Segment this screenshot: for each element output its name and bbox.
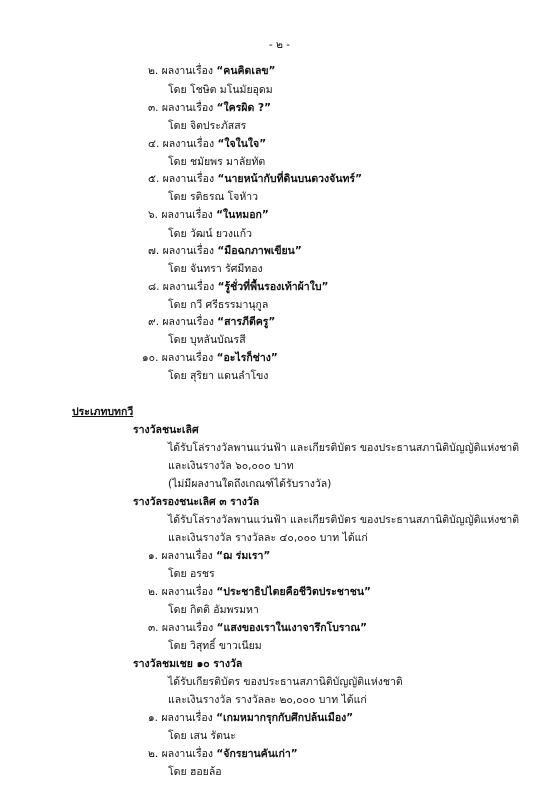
- list-item: ๓. ผลงานเรื่อง “แสงของเราในเงาจารึกโบราณ”: [148, 622, 368, 634]
- author-line: โดย อรชร: [168, 568, 215, 580]
- list-item: ๑. ผลงานเรื่อง “เกมหมากรุกกับศึกปล้นเมือง”: [148, 712, 354, 724]
- list-item: ๕. ผลงานเรื่อง “นายหน้ากับที่ดินบนดวงจันทร์”: [148, 173, 362, 185]
- author-line: โดย ชมัยพร มาลัยทัต: [168, 156, 266, 168]
- award-description: ได้รับเกียรติบัตร ของประธานสภานิติบัญญัติแห่งชาติ: [168, 676, 403, 688]
- author-line: โดย ฮอยล้อ: [168, 766, 222, 778]
- author-line: โดย บุหลันบัณรสี: [168, 334, 246, 346]
- list-item: ๑๐. ผลงานเรื่อง “อะไรก็ช่าง”: [142, 352, 278, 364]
- award-description: ได้รับโล่รางวัลพานแว่นฟ้า และเกียรติบัตร ของประธานสภานิติบัญญัติแห่งชาติ: [168, 514, 520, 526]
- list-item: ๑. ผลงานเรื่อง “ฌ ร่มเรา”: [148, 550, 271, 562]
- list-item: ๖. ผลงานเรื่อง “ในหมอก”: [148, 209, 269, 221]
- list-item: ๒. ผลงานเรื่อง “จักรยานคันเก่า”: [148, 748, 298, 760]
- author-line: โดย สุริยา แดนลำโขง: [168, 370, 269, 382]
- award-prize: และเงินรางวัล รางวัลละ ๒๐,๐๐๐ บาท ได้แก่: [168, 694, 367, 706]
- list-item: ๙. ผลงานเรื่อง “สารภีตีครู”: [148, 316, 276, 328]
- author-line: โดย จิตประภัสสร: [168, 120, 247, 132]
- award-prize: และเงินรางวัล ๖๐,๐๐๐ บาท: [168, 460, 294, 472]
- award-description: ได้รับโล่รางวัลพานแว่นฟ้า และเกียรติบัตร ของประธานสภานิติบัญญัติแห่งชาติ: [168, 442, 520, 454]
- award-heading: รางวัลรองชนะเลิศ ๓ รางวัล: [133, 496, 260, 508]
- award-heading: รางวัลชมเชย ๑๐ รางวัล: [133, 658, 243, 670]
- author-line: โดย กวี ศรีธรรมานุกูล: [168, 299, 269, 311]
- award-prize: และเงินรางวัล รางวัลละ ๔๐,๐๐๐ บาท ได้แก่: [168, 532, 368, 544]
- author-line: โดย รติธรณ โจหัาว: [168, 191, 259, 203]
- author-line: โดย วัฒน์ ยวงแก้ว: [168, 228, 253, 240]
- author-line: โดย เสน รัตนะ: [168, 730, 236, 742]
- list-item: ๓. ผลงานเรื่อง “ใครผิด ?”: [148, 102, 271, 114]
- author-line: โดย โชษิต มโนมัยอุดม: [168, 84, 273, 96]
- list-item: ๒. ผลงานเรื่อง “ประชาธิปไตยคือชีวิตประชาชน”: [148, 586, 371, 598]
- list-item: ๔. ผลงานเรื่อง “ใจในใจ”: [148, 138, 267, 150]
- author-line: โดย จันทรา รัศมีทอง: [168, 263, 263, 275]
- award-heading: รางวัลชนะเลิศ: [133, 424, 199, 436]
- author-line: โดย กิตติ อัมพรมหา: [168, 604, 259, 616]
- list-item: ๘. ผลงานเรื่อง “รู้ชั่วที่พื้นรองเท้าผ้าใบ”: [148, 281, 329, 293]
- list-item: ๗. ผลงานเรื่อง “มือฉกภาพเขียน”: [148, 245, 302, 257]
- author-line: โดย วิสุทธิ์ ขาวเนียม: [168, 640, 262, 652]
- category-title: ประเภทบทกวี: [72, 406, 134, 418]
- award-note: (ไม่มีผลงานใดถึงเกณฑ์ได้รับรางวัล): [168, 478, 332, 490]
- page-number: - ๒ -: [268, 39, 291, 51]
- list-item: ๒. ผลงานเรื่อง “คนคิดเลข”: [148, 65, 276, 77]
